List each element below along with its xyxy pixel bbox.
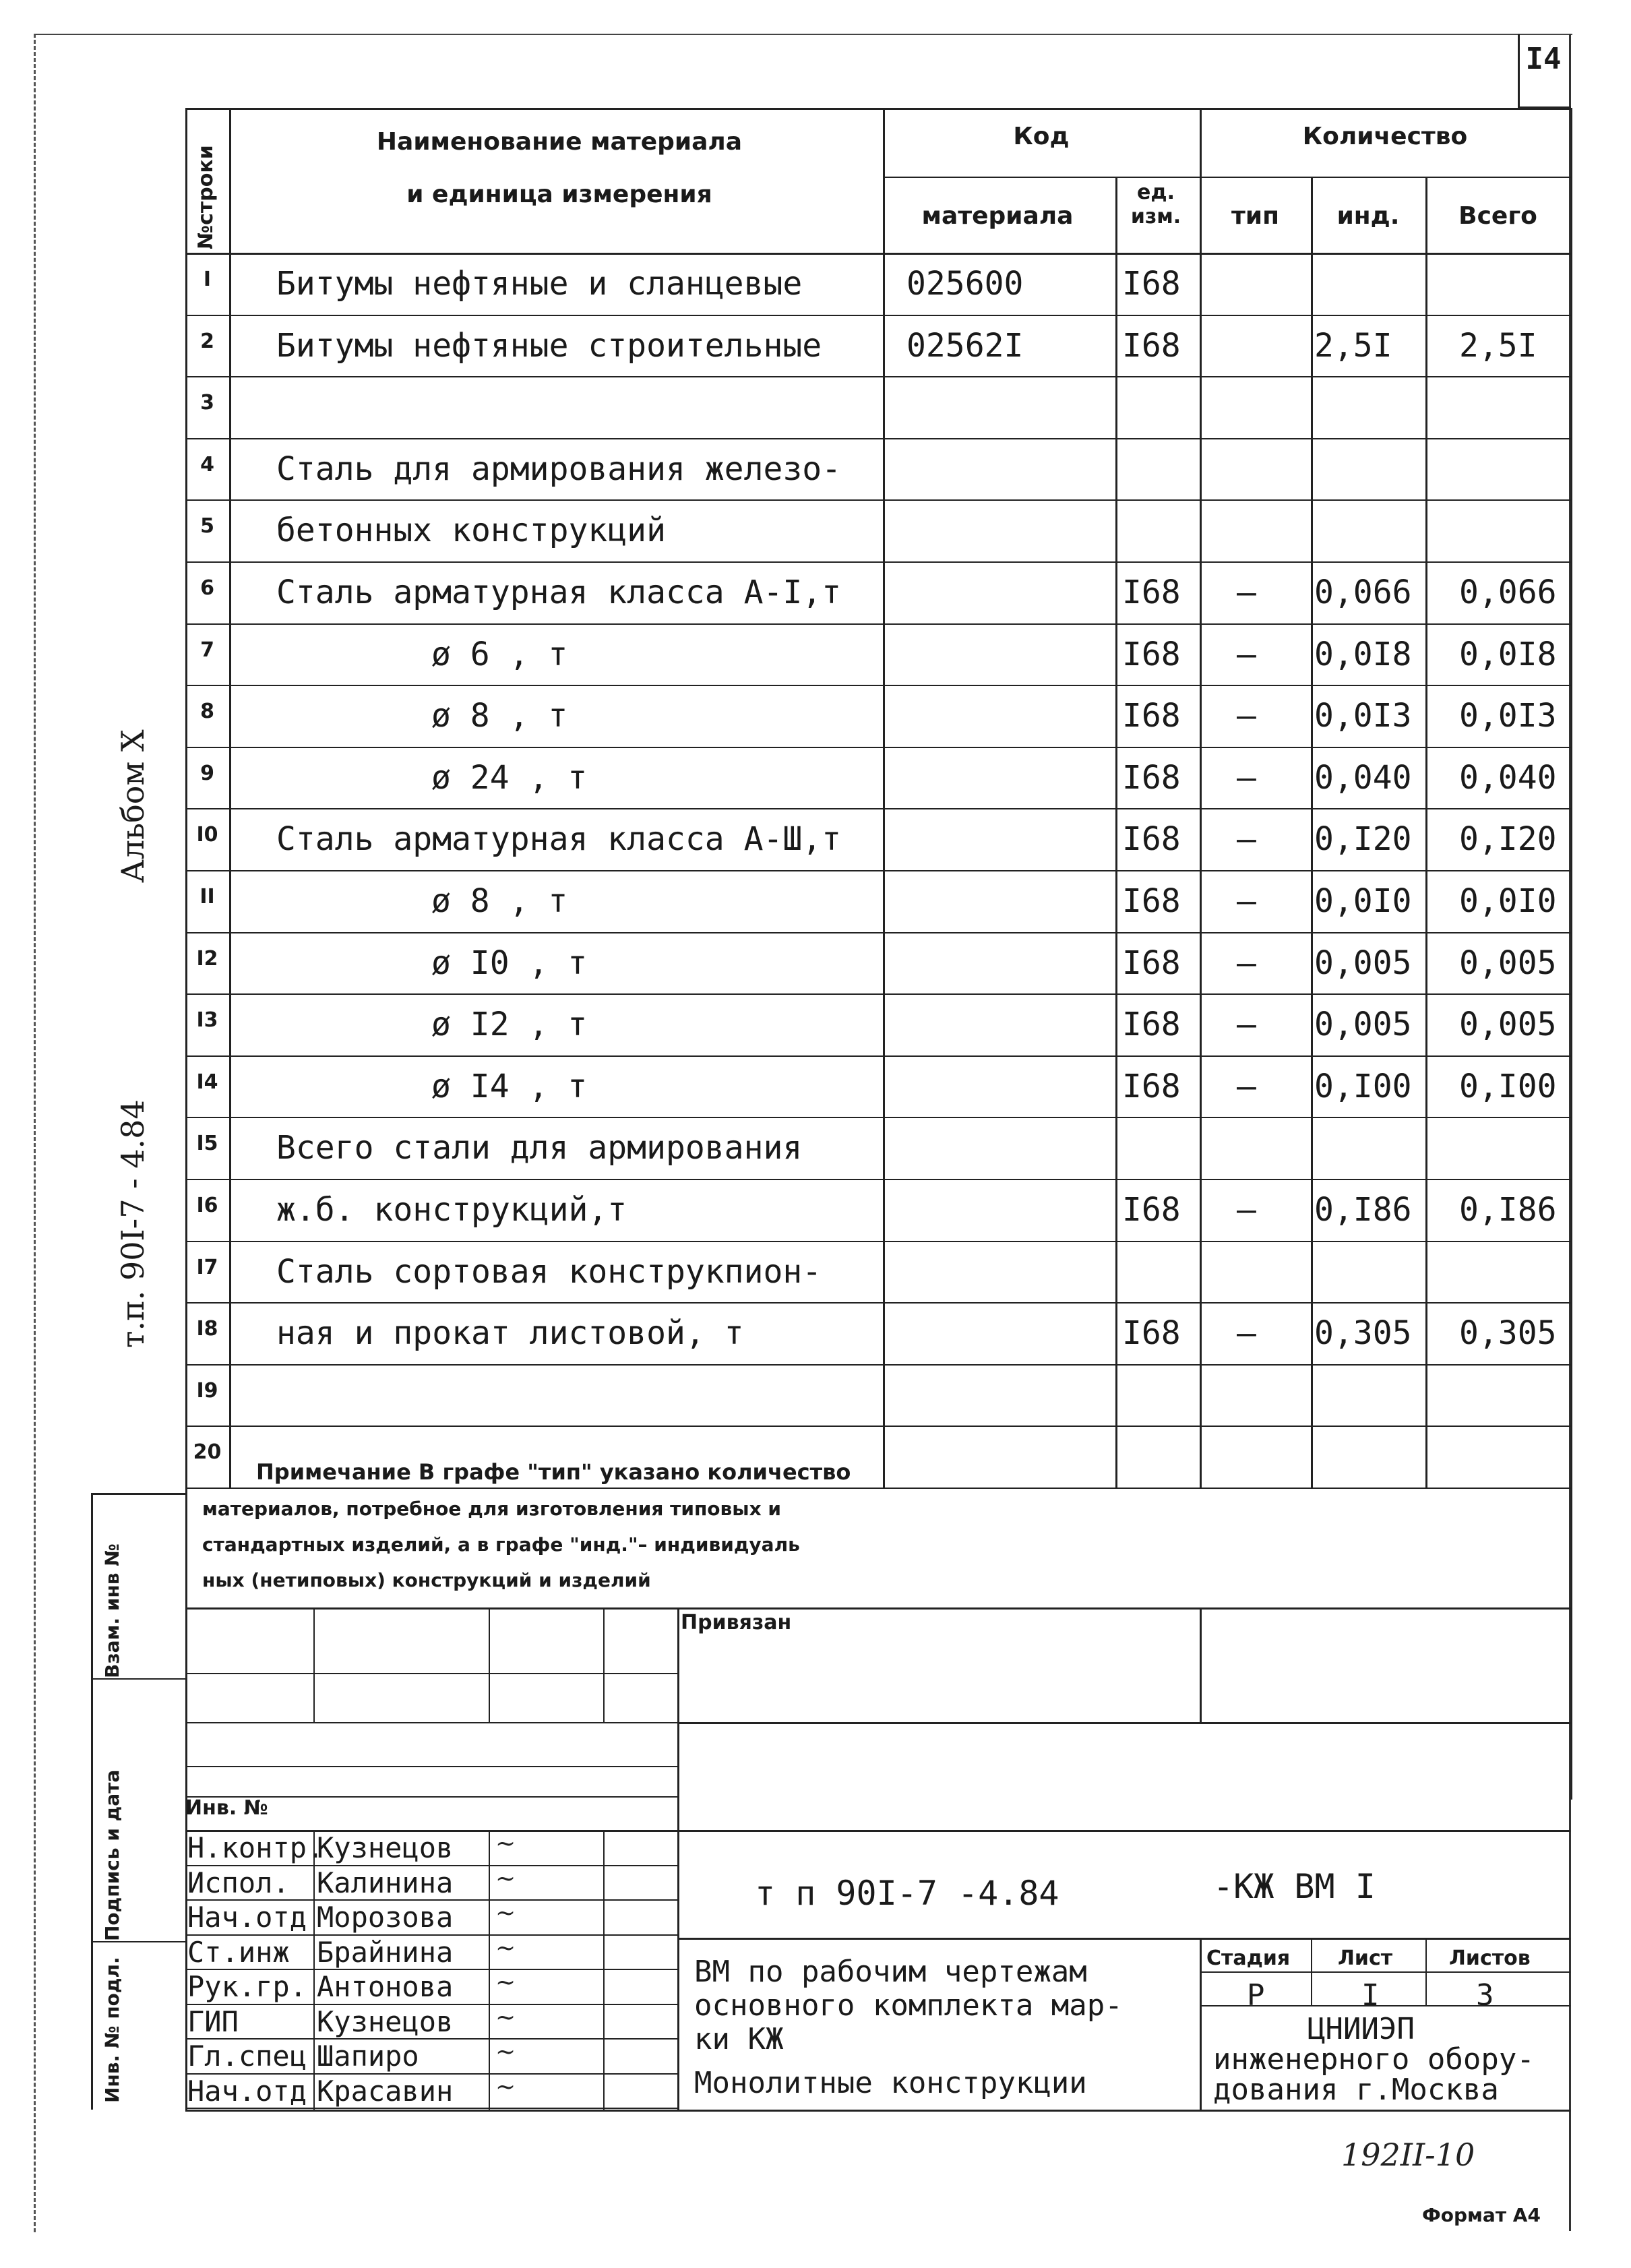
- grid-line: [677, 1607, 679, 2110]
- grid-line: [1200, 1607, 1202, 1722]
- grid-line: [1115, 177, 1117, 1488]
- grid-line: [185, 747, 1570, 748]
- material-name: ная и прокат листовой, т: [276, 1314, 744, 1353]
- total-qty: 0,0I3: [1459, 697, 1557, 735]
- grid-line: [1425, 177, 1427, 1488]
- signer-name: Морозова: [317, 1901, 454, 1934]
- desc-line-4: Монолитные конструкции: [694, 2066, 1087, 2100]
- grid-line: [1200, 1938, 1202, 2110]
- project-label: т.п. 90I-7 - 4.84: [115, 1099, 151, 1348]
- header-type: тип: [1231, 202, 1279, 230]
- grid-line: [185, 1241, 1570, 1242]
- material-name: ø 24 , т: [431, 758, 588, 797]
- total-qty: 0,305: [1459, 1314, 1557, 1353]
- header-row-number: №строки: [194, 145, 218, 249]
- grid-line: [185, 499, 1570, 501]
- ind-qty: 0,305: [1314, 1314, 1412, 1353]
- grid-line: [677, 1722, 1570, 1724]
- org-line-2: инженерного обору-: [1213, 2042, 1535, 2077]
- ind-qty: 0,I20: [1314, 820, 1412, 859]
- grid-line: [185, 376, 1570, 377]
- signer-name: Антонова: [317, 1970, 454, 2003]
- material-name: Битумы нефтяные и сланцевые: [276, 265, 803, 303]
- grid-line: [185, 438, 1570, 439]
- grid-line: [185, 1055, 1570, 1057]
- row-number: I4: [196, 1070, 218, 1094]
- type-qty: –: [1237, 1006, 1256, 1044]
- org-line-1: ЦНИИЭП: [1307, 2012, 1415, 2046]
- material-name: ø 8 , т: [431, 882, 568, 920]
- signer-name: Кузнецов: [317, 1831, 454, 1864]
- signature-mark: ~: [495, 1899, 516, 1927]
- row-number: I5: [196, 1132, 218, 1156]
- stamp-vzam: Взам. инв №: [101, 1543, 123, 1678]
- grid-line: [603, 1830, 605, 2110]
- ind-qty: 0,005: [1314, 1006, 1412, 1044]
- grid-line: [185, 993, 1570, 995]
- ind-qty: 2,5I: [1314, 326, 1392, 365]
- grid-line: [185, 685, 1570, 686]
- desc-line-1: ВМ по рабочим чертежам: [694, 1955, 1087, 1989]
- doc-mark: -КЖ ВМ I: [1213, 1867, 1376, 1906]
- total-qty: 0,0I8: [1459, 635, 1557, 673]
- grid-line: [185, 1722, 677, 1723]
- grid-line: [91, 1493, 93, 2110]
- grid-line: [185, 1179, 1570, 1180]
- type-qty: –: [1237, 1067, 1256, 1105]
- row-number: 4: [200, 452, 214, 477]
- total-qty: 0,I20: [1459, 820, 1557, 859]
- row-number: 2: [200, 329, 214, 353]
- grid-line: [185, 1488, 1570, 1489]
- unit-code: I68: [1122, 1314, 1181, 1353]
- ind-qty: 0,0I3: [1314, 697, 1412, 735]
- signer-role: Нач.отд: [187, 1901, 307, 1934]
- signer-role: Рук.гр.: [187, 1970, 307, 2003]
- grid-line: [185, 870, 1570, 871]
- row-number: 9: [200, 761, 214, 785]
- format-label: Формат А4: [1422, 2204, 1541, 2226]
- header-code: Код: [1013, 123, 1070, 150]
- grid-line: [185, 1364, 1570, 1366]
- row-number: 7: [200, 638, 214, 662]
- grid-line: [185, 932, 1570, 933]
- material-name: ø 8 , т: [431, 697, 568, 735]
- grid-line: [185, 108, 1570, 110]
- note-line-3: стандартных изделий, а в графе "инд."– индивидуаль: [202, 1533, 800, 1556]
- material-code: 02562I: [906, 326, 1024, 365]
- grid-line: [185, 623, 1570, 625]
- total-qty: 0,I00: [1459, 1067, 1557, 1105]
- material-name: Сталь сортовая конструкпион-: [276, 1252, 822, 1291]
- signature-mark: ~: [495, 2073, 516, 2101]
- type-qty: –: [1237, 944, 1256, 982]
- header-name-line1: Наименование материала: [376, 128, 743, 156]
- total-qty: 0,040: [1459, 758, 1557, 797]
- grid-line: [1311, 177, 1313, 1488]
- signer-name: Калинина: [317, 1866, 454, 1899]
- material-name: Сталь для армирования железо-: [276, 450, 842, 488]
- row-number: I8: [196, 1317, 218, 1341]
- desc-line-3: ки КЖ: [694, 2022, 784, 2056]
- album-label: Альбом X: [115, 729, 151, 883]
- grid-line: [185, 315, 1570, 316]
- material-name: ø I4 , т: [431, 1067, 588, 1105]
- ind-qty: 0,I00: [1314, 1067, 1412, 1105]
- unit-code: I68: [1122, 326, 1181, 365]
- row-number: I2: [196, 946, 218, 971]
- type-qty: –: [1237, 1191, 1256, 1229]
- header-total: Всего: [1458, 202, 1537, 230]
- stamp-podpis: Подпись и дата: [101, 1769, 123, 1941]
- signature-mark: ~: [495, 1934, 516, 1962]
- doc-code: т п 90I-7 -4.84: [755, 1874, 1059, 1913]
- grid-line: [185, 2110, 1570, 2112]
- total-qty: 0,0I0: [1459, 882, 1557, 920]
- grid-line: [1425, 1938, 1427, 2005]
- grid-line: [677, 1938, 1570, 1940]
- row-number: II: [199, 885, 215, 909]
- signer-name: Красавин: [317, 2074, 454, 2108]
- total-qty: 0,I86: [1459, 1191, 1557, 1229]
- ind-qty: 0,040: [1314, 758, 1412, 797]
- ind-qty: 0,066: [1314, 574, 1412, 611]
- material-name: Сталь арматурная класса А-I,т: [276, 574, 842, 611]
- grid-line: [1200, 1971, 1570, 1973]
- row-number: I9: [196, 1378, 218, 1403]
- type-qty: –: [1237, 882, 1256, 920]
- ind-qty: 0,I86: [1314, 1191, 1412, 1229]
- signer-role: Нач.отд: [187, 2074, 307, 2108]
- row-number: 5: [200, 514, 214, 539]
- grid-line: [185, 1766, 677, 1767]
- unit-code: I68: [1122, 1006, 1181, 1044]
- header-material: материала: [921, 202, 1074, 230]
- stamp-inv-podl: Инв. № подл.: [101, 1957, 123, 2103]
- signature-mark: ~: [495, 2003, 516, 2031]
- grid-line: [603, 1607, 605, 1722]
- header-quantity: Количество: [1302, 123, 1468, 150]
- note-line-4: ных (нетиповых) конструкций и изделий: [202, 1569, 651, 1591]
- unit-code: I68: [1122, 820, 1181, 859]
- unit-code: I68: [1122, 944, 1181, 982]
- ind-qty: 0,0I0: [1314, 882, 1412, 920]
- unit-code: I68: [1122, 265, 1181, 303]
- signature-mark: ~: [495, 1969, 516, 1996]
- grid-line: [185, 561, 1570, 563]
- material-name: бетонных конструкций: [276, 512, 666, 550]
- note-line-2: материалов, потребное для изготовления типовых и: [202, 1498, 781, 1520]
- total-qty: 0,066: [1459, 574, 1557, 611]
- unit-code: I68: [1122, 697, 1181, 735]
- grid-line: [489, 1830, 490, 2110]
- total-qty: 2,5I: [1459, 326, 1537, 365]
- grid-line: [1311, 1938, 1312, 2005]
- stage-label: Стадия: [1206, 1947, 1291, 1970]
- grid-line: [1570, 1488, 1572, 1800]
- sheets-value: 3: [1476, 1978, 1494, 2013]
- row-number: I6: [196, 1194, 218, 1217]
- material-name: Битумы нефтяные строительные: [276, 326, 822, 365]
- row-number: 20: [193, 1440, 222, 1465]
- sheet-value: I: [1361, 1978, 1380, 2013]
- desc-line-2: основного комплекта мар-: [694, 1988, 1123, 2023]
- stage-value: Р: [1247, 1978, 1265, 2013]
- row-number: 8: [200, 700, 214, 724]
- type-qty: –: [1237, 1314, 1256, 1353]
- material-name: ø I0 , т: [431, 944, 588, 982]
- grid-line: [185, 1117, 1570, 1118]
- signature-mark: ~: [495, 1864, 516, 1893]
- header-ind: инд.: [1336, 202, 1400, 230]
- archive-number: 192II-10: [1341, 2137, 1475, 2173]
- unit-code: I68: [1122, 1067, 1181, 1105]
- material-code: 025600: [906, 265, 1024, 303]
- total-qty: 0,005: [1459, 944, 1557, 982]
- grid-line: [91, 1493, 185, 1495]
- grid-line: [1570, 108, 1572, 1488]
- type-qty: –: [1237, 697, 1256, 735]
- privyazan-label: Привязан: [681, 1611, 792, 1634]
- sheet-label: Лист: [1338, 1947, 1393, 1970]
- signer-role: ГИП: [187, 2004, 239, 2038]
- signer-role: Ст.инж: [187, 1935, 290, 1969]
- row-number: I7: [196, 1255, 218, 1279]
- total-qty: 0,005: [1459, 1006, 1557, 1044]
- grid-line: [1200, 1607, 1570, 1610]
- org-line-3: дования г.Москва: [1213, 2073, 1499, 2107]
- unit-code: I68: [1122, 758, 1181, 797]
- signer-role: Н.контр.: [187, 1831, 324, 1864]
- signature-mark: ~: [495, 2038, 516, 2066]
- grid-line: [883, 177, 1570, 178]
- sheets-label: Листов: [1449, 1947, 1531, 1970]
- header-name-line2: и единица измерения: [406, 181, 712, 208]
- row-number: 6: [200, 576, 214, 600]
- type-qty: –: [1237, 574, 1256, 611]
- row-number: I0: [196, 823, 218, 847]
- type-qty: –: [1237, 758, 1256, 797]
- material-name: ø I2 , т: [431, 1006, 588, 1044]
- material-name: Сталь арматурная класса А-Ш,т: [276, 820, 842, 859]
- sheet-number: I4: [1525, 42, 1562, 76]
- material-name: ø 6 , т: [431, 635, 568, 673]
- type-qty: –: [1237, 820, 1256, 859]
- grid-line: [185, 1302, 1570, 1304]
- grid-line: [489, 1607, 490, 1722]
- material-name: Всего стали для армирования: [276, 1129, 803, 1167]
- grid-line: [185, 253, 1570, 255]
- row-number: I: [203, 268, 212, 291]
- unit-code: I68: [1122, 1191, 1181, 1229]
- grid-line: [185, 808, 1570, 809]
- header-unit: ед. изм.: [1130, 181, 1181, 228]
- signature-mark: ~: [495, 1830, 516, 1858]
- signer-name: Брайнина: [317, 1935, 454, 1969]
- ind-qty: 0,0I8: [1314, 635, 1412, 673]
- signer-name: Кузнецов: [317, 2004, 454, 2038]
- grid-line: [91, 1941, 185, 1942]
- signer-role: Гл.спец: [187, 2040, 307, 2073]
- grid-line: [313, 1607, 315, 1722]
- note-line-1: Примечание В графе "тип" указано количество: [256, 1459, 851, 1485]
- grid-line: [91, 1678, 185, 1680]
- signer-name: Шапиро: [317, 2040, 419, 2073]
- grid-line: [185, 1426, 1570, 1427]
- row-number: I3: [196, 1008, 218, 1033]
- unit-code: I68: [1122, 882, 1181, 920]
- type-qty: –: [1237, 635, 1256, 673]
- grid-line: [313, 1830, 315, 2110]
- inv-no-label: Инв. №: [185, 1796, 268, 1820]
- unit-code: I68: [1122, 635, 1181, 673]
- row-number: 3: [200, 391, 214, 415]
- signer-role: Испол.: [187, 1866, 290, 1899]
- ind-qty: 0,005: [1314, 944, 1412, 982]
- unit-code: I68: [1122, 574, 1181, 611]
- material-name: ж.б. конструкций,т: [276, 1191, 627, 1229]
